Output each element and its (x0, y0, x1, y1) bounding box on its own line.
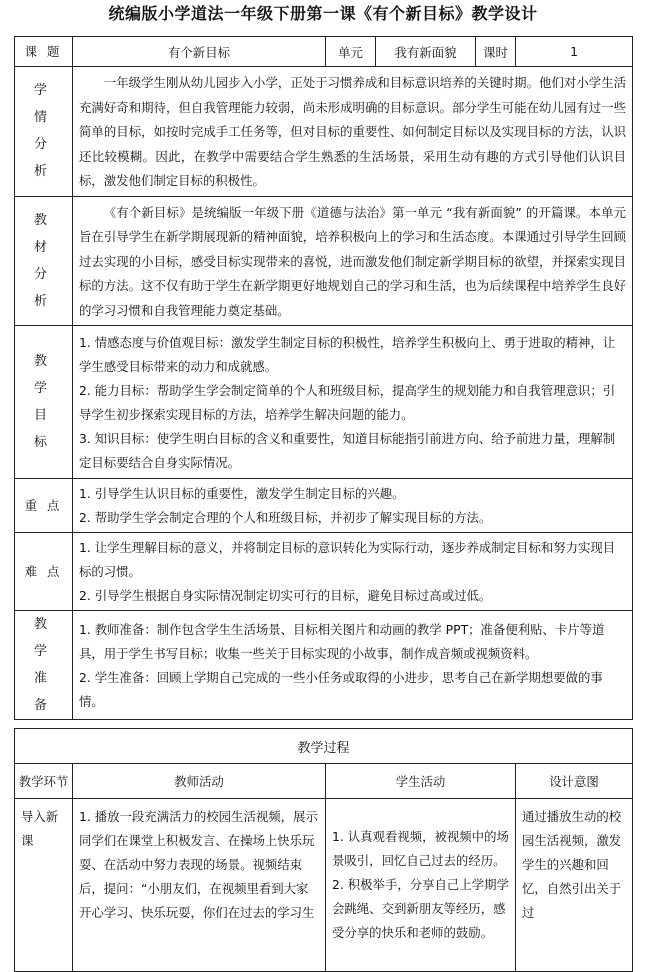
preparation-row (15, 611, 633, 720)
teaching-goals-label: 教 学 目 标 (15, 326, 73, 479)
lesson-value: 有个新目标 (73, 37, 326, 67)
process-student-activity: 1. 认真观看视频，被视频中的场景吸引，回忆自己过去的经历。 2. 积极举手，分享自己上学期学会跳绳、交到新朋友等经历，感受分享的快乐和老师的鼓励。 (326, 799, 516, 972)
material-analysis-label: 教 材 分 析 (15, 196, 73, 326)
process-teacher-activity: 1. 播放一段充满活力的校园生活视频，展示同学们在课堂上积极发言、在操场上快乐玩耍、在活动中努力表现的场景。视频结束后，提问：“小朋友们，在视频里看到大家开心学习、快乐玩耍，你们在过去的学习生 (73, 799, 326, 972)
learner-analysis-text: 一年级学生刚从幼儿园步入小学，正处于习惯养成和目标意识培养的关键时期。他们对小学生活充满好奇和期待，但自我管理能力较弱，尚未形成明确的目标意识。部分学生可能在幼儿园有过一些简单的目标，如按时完成手工任务等，但对目标的重要性、如何制定目标以及实现目标的方法，认识还比较模糊。因此，在教学中需要结合学生熟悉的生活场景，采用生动有趣的方式引导他们认识目标，激发他们制定目标的积极性。 (73, 67, 633, 197)
learner-analysis-label: 学 情 分 析 (15, 67, 73, 197)
process-title: 教学过程 (15, 729, 633, 764)
header-intent: 设计意图 (516, 764, 633, 799)
goal-item: 3. 知识目标：使学生明白目标的含义和重要性，知道目标能指引前进方向、给予前进力量，理解制定目标要结合自身实际情况。 (79, 430, 616, 470)
lesson-plan-table (14, 36, 633, 972)
key-point-item: 1. 引导学生认识目标的重要性，激发学生制定目标的兴趣。 (79, 486, 405, 501)
teaching-goals-row (15, 326, 633, 479)
unit-label: 单元 (326, 37, 376, 67)
key-points-list (73, 479, 633, 533)
process-stage: 导入新课 (15, 799, 73, 972)
difficulty-item: 1. 让学生理解目标的意义，并将制定目标的意识转化为实际行动，逐步养成制定目标和努力实现目标的习惯。 (79, 540, 616, 579)
material-analysis-row (15, 196, 633, 326)
preparation-list (73, 611, 633, 720)
key-point-item: 2. 帮助学生学会制定合理的个人和班级目标，并初步了解实现目标的方法。 (79, 510, 492, 525)
preparation-label: 教 学 准 备 (15, 611, 73, 720)
unit-value: 我有新面貌 (376, 37, 476, 67)
material-analysis-text: 《有个新目标》是统编版一年级下册《道德与法治》第一单元 “我有新面貌” 的开篇课。本单元旨在引导学生在新学期展现新的精神面貌，培养积极向上的学习和生活态度。本课通过引导学生回顾过去实现的小目标，感受目标实现带来的喜悦，进而激发他们制定新学期目标的欲望，并探索实现目标的方法。这不仅有助于学生在新学期更好地规划自己的学习和生活，也为后续课程中培养学生良好的学习习惯和自我管理能力奠定基础。 (73, 196, 633, 326)
key-points-label: 重 点 (15, 479, 73, 533)
document-title: 统编版小学道法一年级下册第一课《有个新目标》教学设计 (108, 4, 538, 23)
difficulties-row (15, 533, 633, 611)
goal-item: 1. 情感态度与价值观目标：激发学生制定目标的积极性，培养学生积极向上、勇于进取的精神，让学生感受目标带来的动力和成就感。 (79, 334, 616, 374)
header-student: 学生活动 (326, 764, 516, 799)
difficulty-item: 2. 引导学生根据自身实际情况制定切实可行的目标，避免目标过高或过低。 (79, 588, 492, 603)
info-row (15, 37, 633, 67)
lesson-label: 课 题 (15, 37, 73, 67)
process-header-row (15, 764, 633, 799)
goal-item: 2. 能力目标：帮助学生学会制定简单的个人和班级目标，提高学生的规划能力和自我管理意识；引导学生初步探索实现目标的方法，培养学生解决问题的能力。 (79, 382, 616, 422)
spacer-row (15, 720, 633, 729)
learner-analysis-row (15, 67, 633, 197)
header-stage: 教学环节 (15, 764, 73, 799)
hours-value: 1 (516, 37, 633, 67)
process-design-intent: 通过播放生动的校园生活视频，激发学生的兴趣和回忆，自然引出关于过 (516, 799, 633, 972)
preparation-item: 2. 学生准备：回顾上学期自己完成的一些小任务或取得的小进步，思考自己在新学期想要做的事情。 (79, 669, 603, 709)
difficulties-list (73, 533, 633, 611)
process-title-row (15, 729, 633, 764)
teaching-goals-list (73, 326, 633, 479)
preparation-item: 1. 教师准备：制作包含学生生活场景、目标相关图片和动画的教学 PPT；准备便利贴、卡片等道具，用于学生书写目标；收集一些关于目标实现的小故事，制作成音频或视频资料。 (79, 621, 605, 661)
key-points-row (15, 479, 633, 533)
header-teacher: 教师活动 (73, 764, 326, 799)
process-row-intro (15, 799, 633, 972)
hours-label: 课时 (476, 37, 516, 67)
difficulties-label: 难 点 (15, 533, 73, 611)
